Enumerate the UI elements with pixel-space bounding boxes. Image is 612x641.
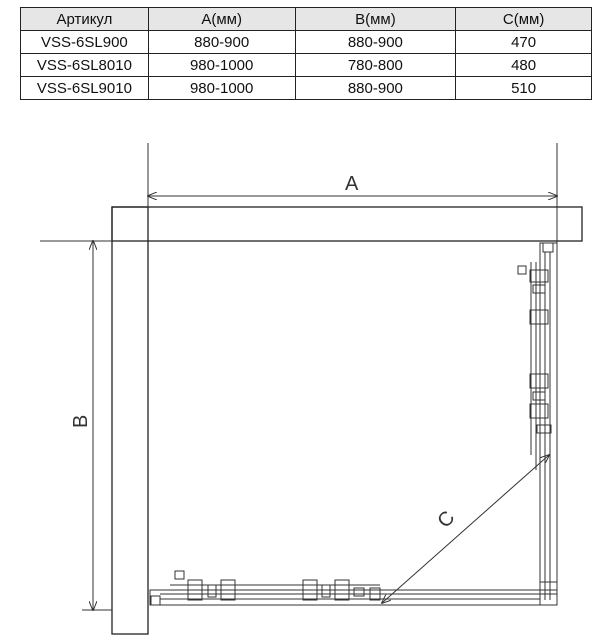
left-wall [112, 207, 148, 634]
cell-b: 780-800 [295, 54, 456, 77]
right-glass-panel [518, 243, 557, 605]
cell-article: VSS-6SL900 [21, 31, 149, 54]
header-a: A(мм) [148, 8, 295, 31]
label-a: A [345, 173, 359, 195]
cell-a: 880-900 [148, 31, 295, 54]
cell-a: 980-1000 [148, 77, 295, 100]
cell-a: 980-1000 [148, 54, 295, 77]
cell-article: VSS-6SL8010 [21, 54, 149, 77]
cell-b: 880-900 [295, 31, 456, 54]
bottom-glass-panel [150, 571, 557, 605]
cell-article: VSS-6SL9010 [21, 77, 149, 100]
header-article: Артикул [21, 8, 149, 31]
label-b: B [70, 414, 92, 428]
cell-c: 510 [456, 77, 592, 100]
cell-b: 880-900 [295, 77, 456, 100]
header-c: C(мм) [456, 8, 592, 31]
dimension-c-line [382, 455, 549, 603]
cell-c: 480 [456, 54, 592, 77]
header-b: B(мм) [295, 8, 456, 31]
label-c: C [433, 506, 460, 533]
cell-c: 470 [456, 31, 592, 54]
back-wall [112, 207, 582, 241]
